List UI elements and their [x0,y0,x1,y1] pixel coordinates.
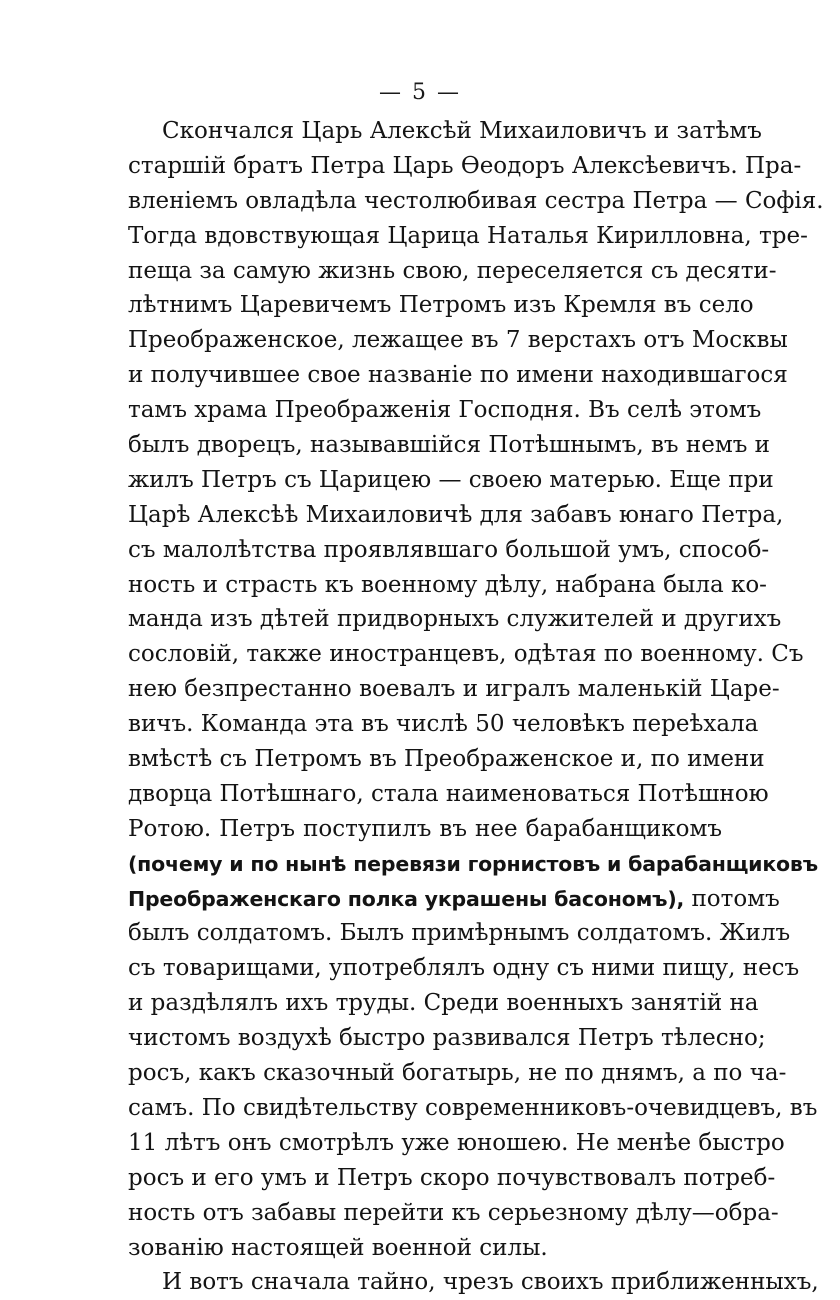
text-line: и раздѣлялъ ихъ труды. Среди военныхъ занятій на [128,990,759,1017]
bold-segment: Преображенскаго полка украшены басономъ), [128,886,685,911]
text-line: чистомъ воздухѣ быстро развивался Петръ тѣлесно; [128,1025,766,1052]
mixed-text-line [128,882,780,917]
text-line: жилъ Петръ съ Царицею — своею матерью. Еще при [128,466,774,493]
page-number: — 5 — [379,80,461,105]
text-line: Царѣ Алексѣѣ Михаиловичѣ для забавъ юнаго Петра, [128,501,784,528]
text-line: пеща за самую жизнь свою, переселяется съ десяти- [128,257,777,284]
text-line: И вотъ сначала тайно, чрезъ своихъ приближенныхъ, [162,1269,819,1296]
normal-segment: потомъ [684,885,780,912]
text-line: лѣтнимъ Царевичемъ Петромъ изъ Кремля въ село [128,292,754,319]
text-line: вленіемъ овладѣла честолюбивая сестра Петра — Софія. [128,187,824,214]
text-line: зованію настоящей военной силы. [128,1234,548,1261]
text-line: Тогда вдовствующая Царица Наталья Кирилловна, тре- [128,222,808,249]
text-line: и получившее свое названіе по имени находившагося [128,362,788,389]
text-line: ность и страсть къ военному дѣлу, набрана была ко- [128,571,767,598]
text-line: вмѣстѣ съ Петромъ въ Преображенское и, по имени [128,746,765,773]
text-line: съ малолѣтства проявлявшаго большой умъ, способ- [128,536,770,563]
text-line: старшій братъ Петра Царь Ѳеодоръ Алексѣевичъ. Пра- [128,152,802,179]
text-line: былъ дворецъ, называвшійся Потѣшнымъ, въ немъ и [128,432,770,459]
text-line: былъ солдатомъ. Былъ примѣрнымъ солдатомъ. Жилъ [128,920,791,947]
text-line: манда изъ дѣтей придворныхъ служителей и другихъ [128,606,782,633]
body-text [128,114,824,1300]
text-line: росъ, какъ сказочный богатырь, не по днямъ, а по ча- [128,1060,787,1087]
text-line: Преображенское, лежащее въ 7 верстахъ отъ Москвы [128,327,788,354]
text-line: Скончался Царь Алексѣй Михаиловичъ и затѣмъ [162,118,762,144]
text-line: съ товарищами, употреблялъ одну съ ними пищу, несъ [128,955,800,982]
text-line: Ротою. Петръ поступилъ въ нее барабанщикомъ [128,815,722,842]
text-line: 11 лѣтъ онъ смотрѣлъ уже юношею. Не менѣе быстро [128,1129,785,1156]
text-line: дворца Потѣшнаго, стала наименоваться Потѣшною [128,780,769,807]
text-line: сословій, также иностранцевъ, одѣтая по военному. Съ [128,641,804,668]
text-line: вичъ. Команда эта въ числѣ 50 человѣкъ переѣхала [128,711,759,738]
text-line: росъ и его умъ и Петръ скоро почувствовалъ потреб- [128,1164,776,1191]
text-line: ность отъ забавы перейти къ серьезному дѣлу—обра- [128,1199,779,1226]
text-line: самъ. По свидѣтельству современниковъ-очевидцевъ, въ [128,1094,818,1121]
bold-text-line: (почему и по нынѣ перевязи горнистовъ и барабанщиковъ [128,851,818,876]
text-line: нею безпрестанно воевалъ и игралъ маленькій Царе- [128,676,780,703]
text-line: тамъ храма Преображенія Господня. Въ селѣ этомъ [128,397,762,424]
